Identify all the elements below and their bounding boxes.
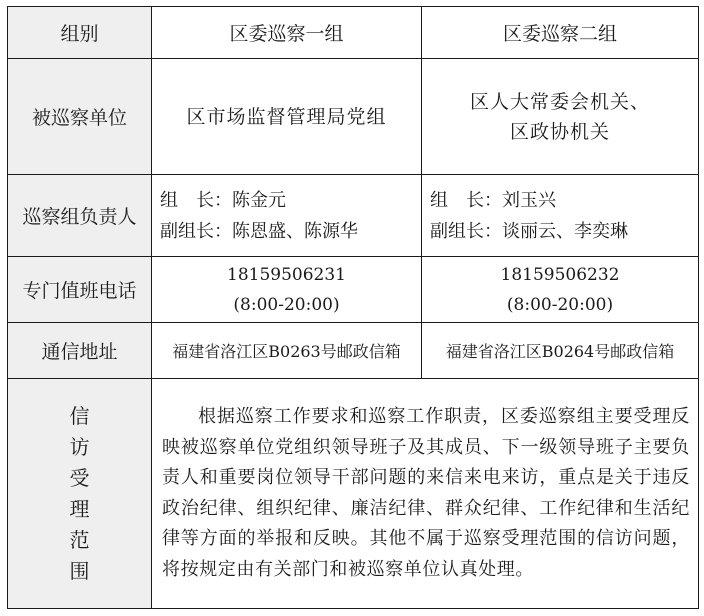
mail-label: 通信地址 bbox=[8, 323, 152, 379]
group2-leaders bbox=[422, 175, 699, 257]
inspection-info-table bbox=[7, 6, 699, 609]
leaders-label: 巡察组负责人 bbox=[8, 175, 152, 257]
group1-inspected-unit: 区市场监督管理局党组 bbox=[152, 59, 422, 175]
group2-hotline bbox=[422, 257, 699, 323]
scope-label-char: 理 bbox=[69, 496, 90, 521]
mail-row bbox=[8, 323, 699, 379]
scope-label-vertical bbox=[8, 401, 151, 587]
header-group2: 区委巡察二组 bbox=[422, 7, 699, 59]
header-group-label: 组别 bbox=[8, 7, 152, 59]
group2-unit-line2: 区政协机关 bbox=[509, 120, 610, 143]
group1-mail: 福建省洛江区B0263号邮政信箱 bbox=[152, 323, 422, 379]
scope-label-char: 信 bbox=[69, 403, 90, 428]
group2-mail: 福建省洛江区B0264号邮政信箱 bbox=[422, 323, 699, 379]
scope-label bbox=[8, 379, 152, 609]
header-row bbox=[8, 7, 699, 59]
group2-leader: 组 长：刘玉兴 bbox=[430, 189, 556, 211]
group2-inspected-unit bbox=[422, 59, 699, 175]
hotline-row bbox=[8, 257, 699, 323]
group1-hotline bbox=[152, 257, 422, 323]
leaders-row bbox=[8, 175, 699, 257]
header-group1: 区委巡察一组 bbox=[152, 7, 422, 59]
inspected-unit-label: 被巡察单位 bbox=[8, 59, 152, 175]
group1-deputy: 副组长：陈恩盛、陈源华 bbox=[160, 220, 358, 242]
scope-label-char: 受 bbox=[69, 465, 90, 490]
scope-description: 根据巡察工作要求和巡察工作职责，区委巡察组主要受理反映被巡察单位党组织领导班子及其成员、下一级领导班子主要负责人和重要岗位领导干部问题的来信来电来访，重点是关于违反政治纪律、组织纪律、廉洁纪律、群众纪律、工作纪律和生活纪律等方面的举报和反映。其他不属于巡察受理范围的信访问题，将按规定由有关部门和被巡察单位认真处理。 bbox=[152, 379, 699, 609]
scope-label-char: 范 bbox=[69, 527, 90, 552]
group1-leaders bbox=[152, 175, 422, 257]
group1-hours: (8:00-20:00) bbox=[233, 294, 340, 315]
group2-deputy: 副组长：谈丽云、李奕琳 bbox=[430, 220, 628, 242]
group1-phone: 18159506231 bbox=[227, 264, 346, 285]
scope-label-char: 访 bbox=[69, 434, 90, 459]
hotline-label: 专门值班电话 bbox=[8, 257, 152, 323]
scope-label-char: 围 bbox=[69, 558, 90, 583]
group2-unit-line1: 区人大常委会机关、 bbox=[469, 90, 650, 113]
group1-leader: 组 长：陈金元 bbox=[160, 189, 286, 211]
inspected-unit-row bbox=[8, 59, 699, 175]
group2-phone: 18159506232 bbox=[500, 264, 620, 285]
scope-row bbox=[8, 379, 699, 609]
group2-hours: (8:00-20:00) bbox=[506, 294, 614, 315]
